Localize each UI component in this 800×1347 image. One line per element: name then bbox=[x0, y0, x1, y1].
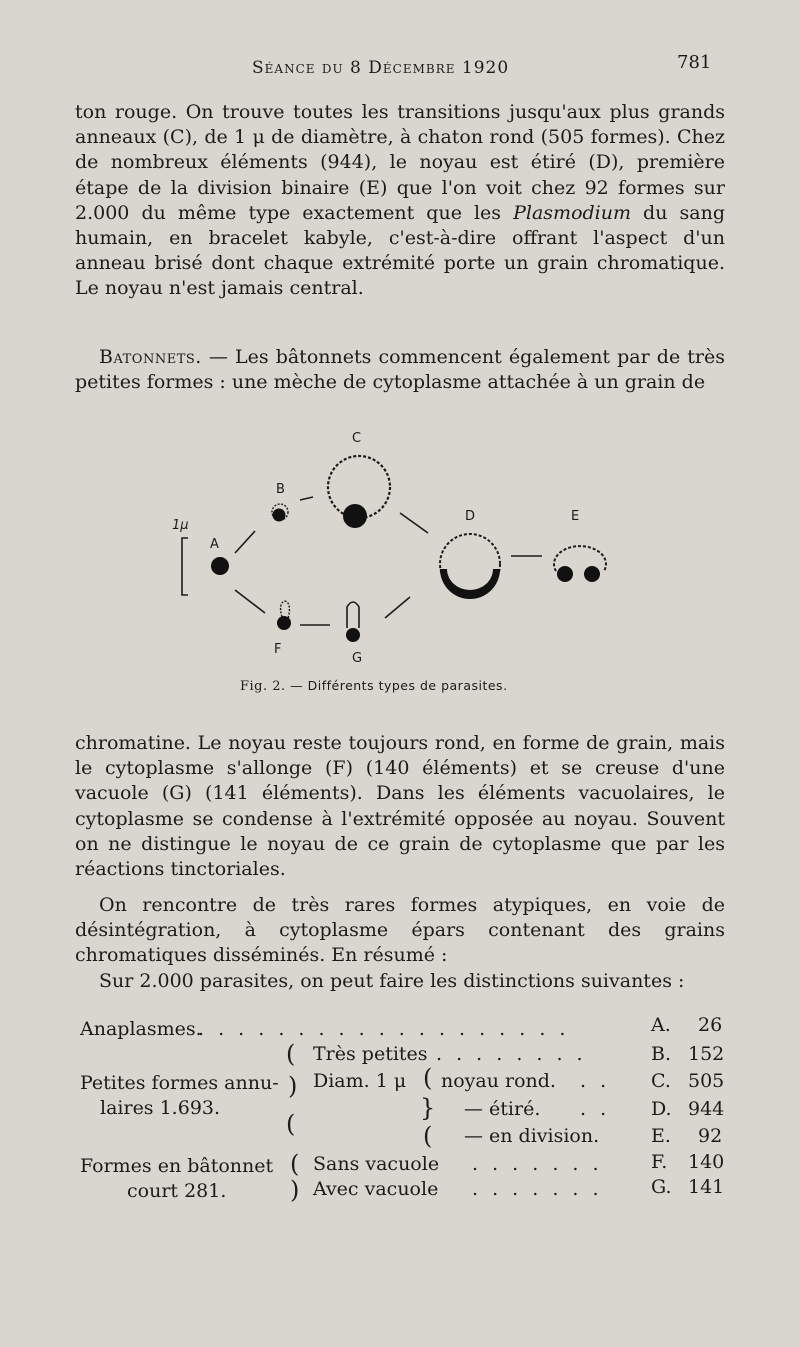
group-batonnet-label-2: court 281. bbox=[127, 1180, 227, 1202]
figure-caption bbox=[240, 678, 508, 694]
brace-diam-mid: } bbox=[420, 1094, 436, 1122]
figure-number: Fig. 2. bbox=[240, 679, 286, 694]
row-etire-code: D. bbox=[651, 1098, 672, 1120]
label-c: C bbox=[352, 431, 362, 446]
scale-bracket bbox=[182, 538, 188, 595]
row-avec-vacuole-code: G. bbox=[651, 1176, 672, 1198]
row-etire-label: — étiré. bbox=[464, 1098, 541, 1120]
row-avec-vacuole-leader: . . . . . . . bbox=[472, 1178, 603, 1200]
row-division-label: — en division. bbox=[464, 1125, 600, 1147]
brace-diam-bottom: ( bbox=[423, 1122, 433, 1150]
label-e: E bbox=[571, 509, 580, 524]
plasmodium-italic: Plasmodium bbox=[513, 201, 631, 224]
parasite-b-nucleus bbox=[273, 509, 286, 522]
paragraph-batonnets bbox=[75, 345, 725, 395]
connector-g-d bbox=[385, 597, 410, 618]
group-petites-label-2: laires 1.693. bbox=[100, 1097, 221, 1119]
row-anaplasmes-value: 26 bbox=[698, 1014, 723, 1036]
connector-b-c bbox=[300, 497, 313, 500]
brace-batonnet-bottom: ) bbox=[290, 1176, 300, 1204]
row-tres-petites-label: Très petites bbox=[313, 1043, 428, 1065]
row-sans-vacuole-leader: . . . . . . . bbox=[472, 1153, 603, 1175]
parasite-c-nucleus bbox=[343, 504, 367, 528]
page-number: 781 bbox=[677, 52, 712, 73]
row-diam-label: Diam. 1 μ bbox=[313, 1070, 407, 1092]
parasite-g-nucleus bbox=[346, 628, 360, 642]
label-g: G bbox=[352, 651, 363, 666]
row-tres-petites-code: B. bbox=[651, 1043, 672, 1065]
page-header bbox=[0, 52, 800, 82]
paragraph-chromatine: chromatine. Le noyau reste toujours rond, en forme de grain, mais le cytoplasme s'allonge (F) (140 éléments) et se creuse d'une vacuole (G) (141 éléments). Dans les éléments vacuolaires, le cytoplasme se condense à l'extrémité opposée au noyau. Souvent on ne distingue le noyau de ce grain de cytoplasme que par les réactions tinctoriales. bbox=[75, 732, 725, 881]
row-avec-vacuole-value: 141 bbox=[688, 1176, 725, 1198]
brace-petites-top: ( bbox=[286, 1040, 296, 1068]
row-tres-petites-value: 152 bbox=[688, 1043, 725, 1065]
row-noyau-rond-leader: . . bbox=[580, 1070, 611, 1092]
row-avec-vacuole-label: Avec vacuole bbox=[313, 1178, 439, 1200]
paragraph-ring-forms bbox=[75, 100, 725, 302]
row-noyau-rond-value: 505 bbox=[688, 1070, 725, 1092]
paragraph-ring-forms-text-1: ton rouge. On trouve toutes les transitions jusqu'aux plus grands anneaux (C), de 1 μ de diamètre, à chaton rond (505 formes). Chez de nombreux éléments (944), le noyau est étiré (D), première étape de la division binaire (E) que l'on voit chez 92 formes sur 2.000 du même type exactement que les bbox=[75, 101, 725, 224]
row-division-value: 92 bbox=[698, 1125, 723, 1147]
row-noyau-rond-label: noyau rond. bbox=[441, 1070, 556, 1092]
row-anaplasmes-code: A. bbox=[651, 1014, 671, 1036]
parasite-g-vacuole bbox=[347, 602, 359, 628]
label-f: F bbox=[274, 642, 282, 657]
group-batonnet-label-1: Formes en bâtonnet bbox=[80, 1155, 274, 1177]
label-d: D bbox=[465, 509, 476, 524]
parasite-e-nucleus-left bbox=[557, 566, 573, 582]
brace-petites-bottom: ( bbox=[286, 1110, 296, 1138]
brace-diam-top: ( bbox=[423, 1064, 433, 1092]
paragraph-batonnets-text: — Les bâtonnets commencent également par de très petites formes : une mèche de cytoplasme attachée à un grain de bbox=[75, 346, 725, 394]
group-petites-label-1: Petites formes annu- bbox=[80, 1072, 279, 1094]
section-lead-batonnets: Batonnets. bbox=[99, 346, 202, 368]
paragraph-ring-forms-text-2: du sang humain, en bracelet kabyle, c'est-à-dire offrant l'aspect d'un anneau brisé dont chaque extrémité porte un grain chromatique. Le noyau n'est jamais central. bbox=[75, 201, 725, 300]
connector-c-d bbox=[400, 513, 428, 533]
row-etire-value: 944 bbox=[688, 1098, 725, 1120]
paragraph-summary-intro: Sur 2.000 parasites, on peut faire les distinctions suivantes : bbox=[99, 970, 685, 992]
row-anaplasmes-leader: . . . . . . . . . . . . . . . . . . . bbox=[198, 1018, 570, 1040]
figure-parasite-types bbox=[160, 425, 630, 680]
row-sans-vacuole-label: Sans vacuole bbox=[313, 1153, 440, 1175]
row-sans-vacuole-code: F. bbox=[651, 1151, 668, 1173]
row-division-code: E. bbox=[651, 1125, 671, 1147]
row-etire-leader: . . bbox=[580, 1098, 611, 1120]
paragraph-atypical: On rencontre de très rares formes atypiques, en voie de désintégration, à cytoplasme épars contenant des grains chromatiques disséminés. En résumé : bbox=[75, 894, 725, 967]
row-tres-petites-leader: . . . . . . . . bbox=[436, 1043, 587, 1065]
connector-a-b bbox=[235, 531, 255, 553]
row-noyau-rond-code: C. bbox=[651, 1070, 671, 1092]
row-anaplasmes-label: Anaplasmes. bbox=[80, 1018, 202, 1040]
connector-a-f bbox=[235, 590, 265, 613]
label-scale: 1μ bbox=[172, 518, 189, 533]
parasite-diagram bbox=[160, 425, 630, 680]
parasite-a bbox=[211, 557, 229, 575]
summary-table bbox=[80, 1010, 740, 1210]
brace-batonnet-top: ( bbox=[290, 1150, 300, 1178]
label-b: B bbox=[276, 482, 285, 497]
running-head: Séance du 8 Décembre 1920 bbox=[252, 58, 510, 78]
brace-petites-mid: ) bbox=[288, 1072, 298, 1100]
parasite-f-nucleus bbox=[277, 616, 291, 630]
parasite-d-elongated-nucleus bbox=[440, 569, 500, 599]
parasite-e-nucleus-right bbox=[584, 566, 600, 582]
label-a: A bbox=[210, 537, 219, 552]
row-sans-vacuole-value: 140 bbox=[688, 1151, 725, 1173]
figure-caption-text: — Différents types de parasites. bbox=[285, 678, 508, 693]
